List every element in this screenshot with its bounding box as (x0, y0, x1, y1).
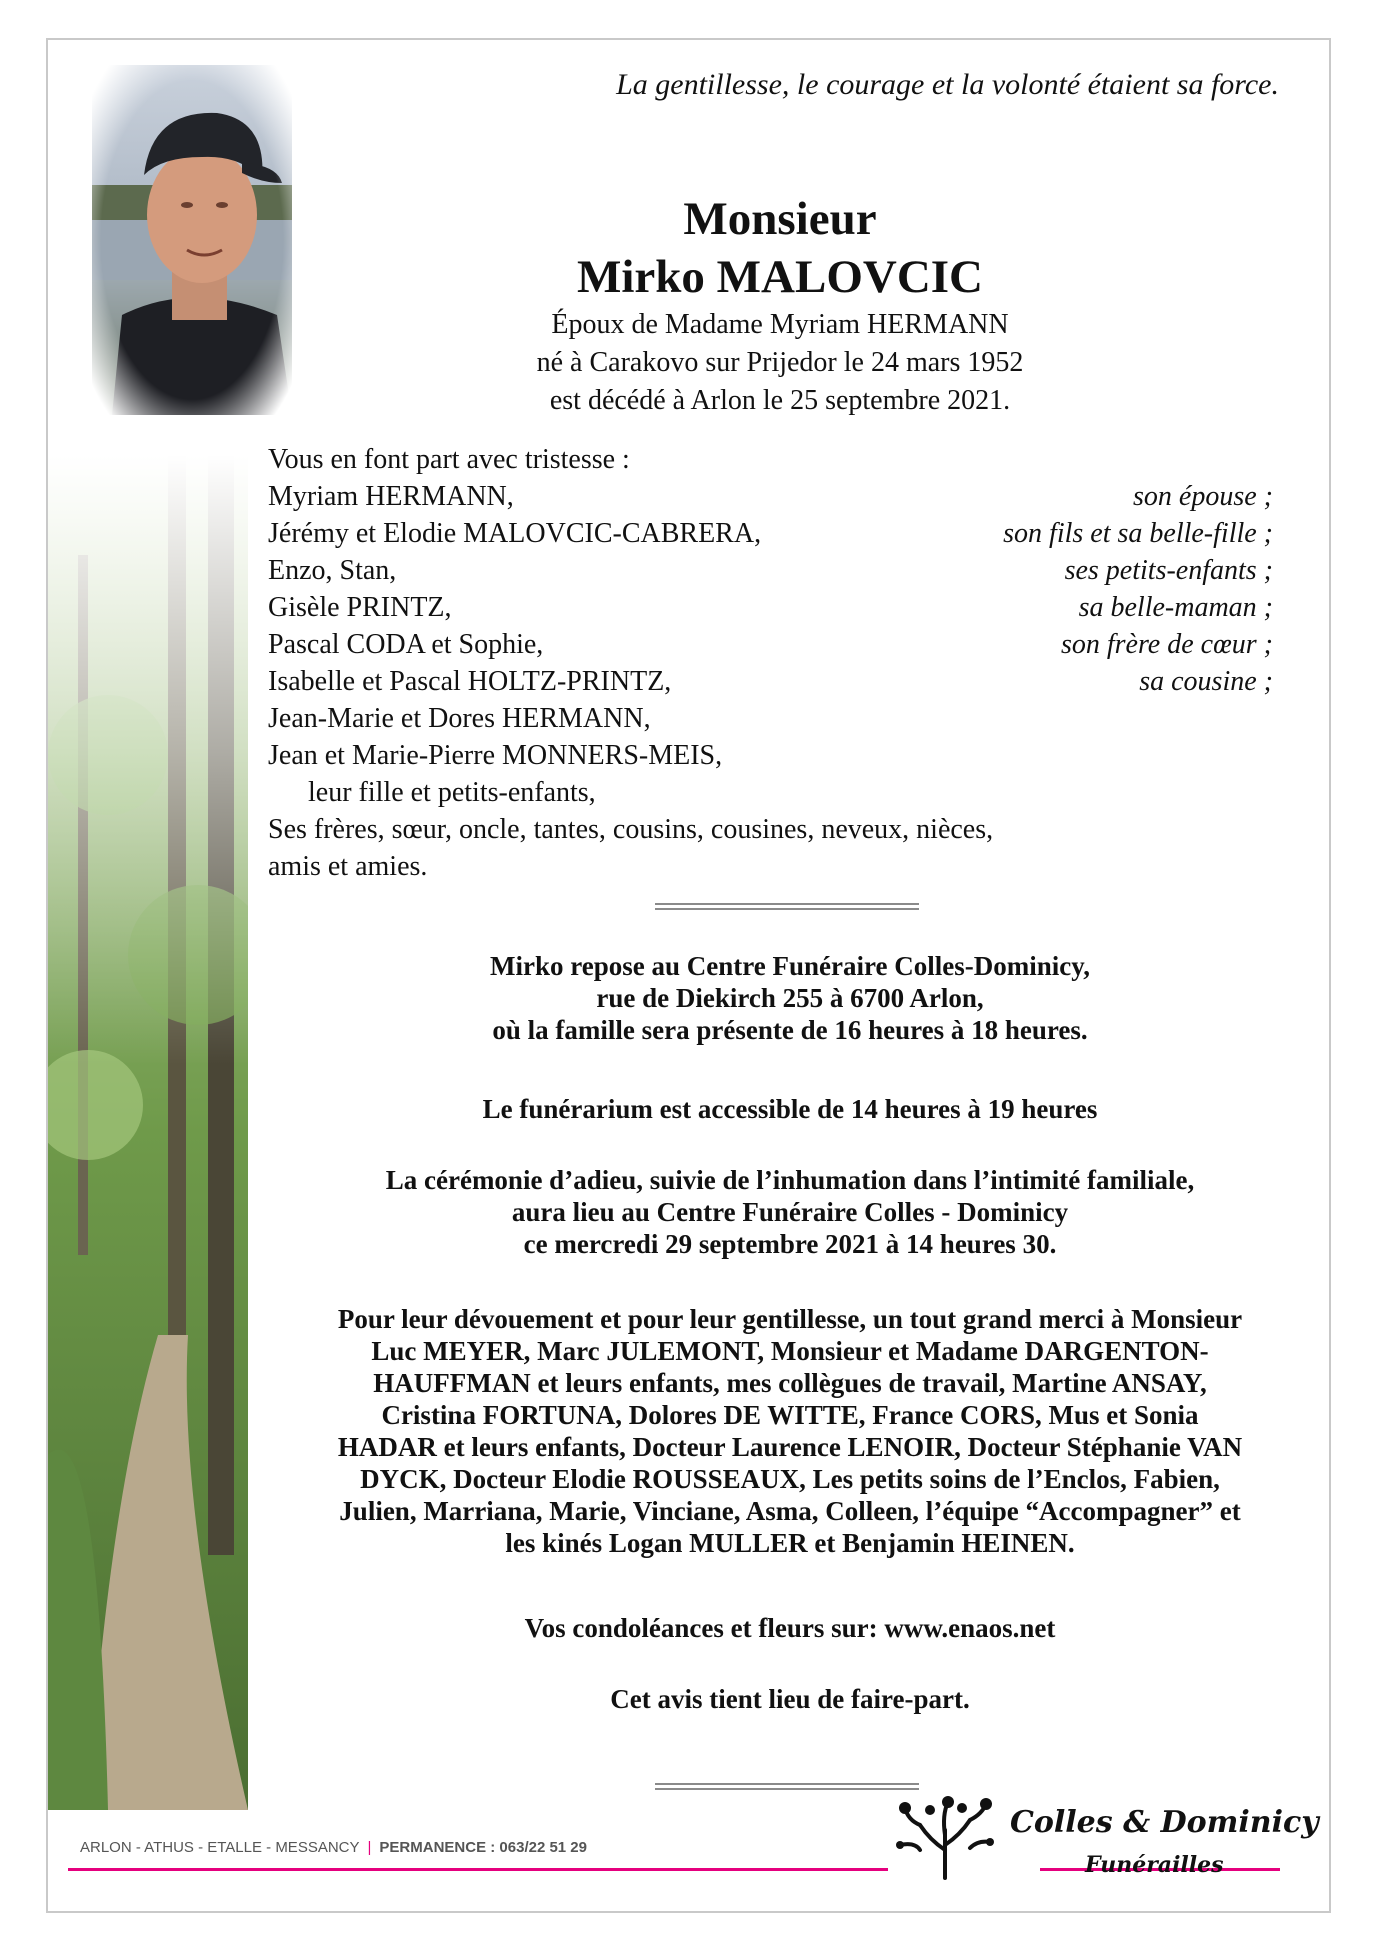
member-relation: ses petits-enfants ; (1064, 555, 1273, 586)
notice-line: aura lieu au Centre Funéraire Colles - Dominicy (511, 1197, 1069, 1227)
rest-notice (260, 950, 1320, 1046)
member-name: Enzo, Stan, (268, 555, 397, 586)
family-member (268, 663, 1273, 700)
member-relation: son épouse ; (1133, 481, 1273, 512)
brand-name: Colles & Dominicy (1010, 1805, 1319, 1840)
footer-permanence: PERMANENCE : 063/22 51 29 (379, 1839, 587, 1856)
death-line: est décédé à Arlon le 25 septembre 2021. (549, 385, 1011, 416)
notice-line: les kinés Logan MULLER et Benjamin HEINEN. (505, 1528, 1075, 1558)
family-other: Jean et Marie-Pierre MONNERS-MEIS, (268, 740, 723, 771)
family-closing: amis et amies. (268, 851, 428, 882)
notice-line: HAUFFMAN et leurs enfants, mes collègues de travail, Martine ANSAY, (373, 1368, 1207, 1398)
footer-contact (80, 1839, 587, 1856)
separator-top (655, 903, 919, 911)
footer-locations: ARLON - ATHUS - ETALLE - MESSANCY (80, 1839, 360, 1856)
notice-line: ce mercredi 29 septembre 2021 à 14 heures 30. (523, 1229, 1057, 1259)
ceremony-notice (260, 1164, 1320, 1260)
motto: La gentillesse, le courage et la volonté étaient sa force. (616, 68, 1279, 101)
funerarium-notice: Le funérarium est accessible de 14 heures à 19 heures (482, 1094, 1098, 1124)
spouse-line: Époux de Madame Myriam HERMANN (551, 309, 1009, 340)
deceased-title (460, 190, 1100, 306)
notice-line: HADAR et leurs enfants, Docteur Laurence LENOIR, Docteur Stéphanie VAN (337, 1432, 1243, 1462)
notice-line: Luc MEYER, Marc JULEMONT, Monsieur et Madame DARGENTON- (371, 1336, 1209, 1366)
member-relation: sa cousine ; (1139, 666, 1273, 697)
family-indented: leur fille et petits-enfants, (308, 777, 596, 808)
family-member (268, 589, 1273, 626)
notice-line: Julien, Marriana, Marie, Vinciane, Asma, Colleen, l’équipe “Accompagner” et (339, 1496, 1241, 1526)
separator-bottom (655, 1783, 919, 1791)
birth-line: né à Carakovo sur Prijedor le 24 mars 1952 (536, 347, 1024, 378)
notice-line: Pour leur dévouement et pour leur gentillesse, un tout grand merci à Monsieur (337, 1304, 1243, 1334)
tree-logo-icon (890, 1790, 1000, 1880)
family-member (268, 478, 1273, 515)
notice-line: où la famille sera présente de 16 heures à 18 heures. (492, 1015, 1088, 1045)
member-name: Myriam HERMANN, (268, 481, 514, 512)
footer-separator: | (367, 1839, 372, 1856)
notice-line: Mirko repose au Centre Funéraire Colles-Dominicy, (490, 951, 1090, 981)
member-relation: son fils et sa belle-fille ; (1003, 518, 1273, 549)
notice-line: rue de Diekirch 255 à 6700 Arlon, (596, 983, 984, 1013)
member-name: Gisèle PRINTZ, (268, 592, 452, 623)
member-relation: son frère de cœur ; (1060, 629, 1273, 660)
member-name: Isabelle et Pascal HOLTZ-PRINTZ, (268, 666, 672, 697)
family-closing: Ses frères, sœur, oncle, tantes, cousins, cousines, neveux, nièces, (268, 814, 994, 845)
notice-line: DYCK, Docteur Elodie ROUSSEAUX, Les petits soins de l’Enclos, Fabien, (360, 1464, 1220, 1494)
civility: Monsieur (683, 193, 877, 245)
family-intro: Vous en font part avec tristesse : (268, 444, 630, 475)
portrait-photo (92, 65, 292, 415)
member-name: Pascal CODA et Sophie, (268, 629, 544, 660)
forest-path-image (48, 455, 248, 1810)
notice-line: La cérémonie d’adieu, suivie de l’inhumation dans l’intimité familiale, (385, 1165, 1195, 1195)
final-notice: Cet avis tient lieu de faire-part. (610, 1684, 970, 1714)
footer-rule (68, 1868, 888, 1871)
notice-line: Cristina FORTUNA, Dolores DE WITTE, France CORS, Mus et Sonia (381, 1400, 1199, 1430)
family-list (268, 441, 1273, 885)
family-member (268, 626, 1273, 663)
family-member (268, 552, 1273, 589)
family-member (268, 515, 1273, 552)
condolences-notice: Vos condoléances et fleurs sur: www.enaos.net (524, 1613, 1056, 1643)
deceased-name: Mirko MALOVCIC (577, 251, 983, 303)
member-name: Jérémy et Elodie MALOVCIC-CABRERA, (268, 518, 762, 549)
thanks-notice (260, 1303, 1320, 1559)
brand-subtitle: Funérailles (1085, 1852, 1224, 1878)
member-relation: sa belle-maman ; (1078, 592, 1273, 623)
deceased-details (460, 306, 1100, 420)
family-other: Jean-Marie et Dores HERMANN, (268, 703, 651, 734)
